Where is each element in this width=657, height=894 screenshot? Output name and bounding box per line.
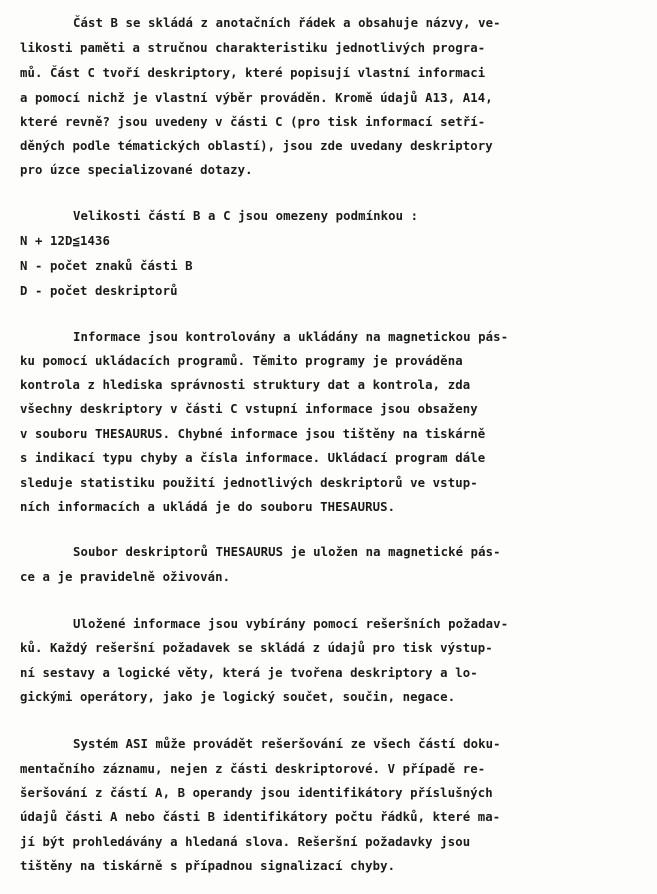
text-line: ní sestavy a logické věty, která je tvořena deskriptory a lo- <box>20 666 478 680</box>
text-line: s indikací typu chyby a čísla informace. Ukládací program dále <box>20 451 486 465</box>
text-line: D - počet deskriptorů <box>20 284 178 298</box>
text-line: N - počet znaků části B <box>20 259 193 273</box>
text-line: jí být prohledávány a hledaná slova. Rešeršní požadavky jsou <box>20 835 471 849</box>
text-line: likosti paměti a stručnou charakteristiku jednotlivých progra- <box>20 41 486 55</box>
text-line: a pomocí nichž je vlastní výběr prováděn. Kromě údajů A13, A14, <box>20 91 493 105</box>
text-line: údajů části A nebo části B identifikátory počtu řádků, které ma- <box>20 810 501 824</box>
text-line: Systém ASI může provádět rešeršování ze všech částí doku- <box>73 737 501 751</box>
formula-line: N + 12D≦1436 <box>20 234 111 248</box>
text-line: Velikosti částí B a C jsou omezeny podmínkou : <box>73 209 419 223</box>
text-line: Část B se skládá z anotačních řádek a obsahuje názvy, ve- <box>73 16 501 30</box>
text-line: sleduje statistiku použití jednotlivých deskriptorů ve vstup- <box>20 476 478 490</box>
text-line: ků. Každý rešeršní požadavek se skládá z údajů pro tisk výstup- <box>20 641 493 655</box>
text-line: v souboru THESAURUS. Chybné informace jsou tištěny na tiskárně <box>20 427 486 441</box>
text-line: tištěny na tiskárně s případnou signalizací chyby. <box>20 859 396 873</box>
text-line: děných podle tématických oblastí), jsou zde uvedany deskriptory <box>20 139 493 153</box>
text-line: šeršování z částí A, B operandy jsou identifikátory příslušných <box>20 786 493 800</box>
text-line: kontrola z hlediska správnosti struktury dat a kontrola, zda <box>20 378 471 392</box>
text-line: ce a je pravidelně oživován. <box>20 570 231 584</box>
text-line: pro úzce specializované dotazy. <box>20 163 253 177</box>
text-line: Uložené informace jsou vybírány pomocí rešeršních požadav- <box>73 617 509 631</box>
text-line: Informace jsou kontrolovány a ukládány na magnetickou pás- <box>73 330 509 344</box>
text-line: ku pomocí ukládacích programů. Těmito programy je prováděna <box>20 354 463 368</box>
text-line: Soubor deskriptorů THESAURUS je uložen na magnetické pás- <box>73 545 501 559</box>
text-line: ních informacích a ukládá je do souboru THESAURUS. <box>20 500 396 514</box>
text-line: mentačního záznamu, nejen z části deskriptorové. V případě re- <box>20 762 486 776</box>
text-line: mů. Část C tvoří deskriptory, které popisují vlastní informaci <box>20 66 486 80</box>
text-line: gickými operátory, jako je logický součet, součin, negace. <box>20 690 456 704</box>
text-line: které revně? jsou uvedeny v části C (pro tisk informací setří- <box>20 115 486 129</box>
text-line: všechny deskriptory v části C vstupní informace jsou obsaženy <box>20 402 478 416</box>
